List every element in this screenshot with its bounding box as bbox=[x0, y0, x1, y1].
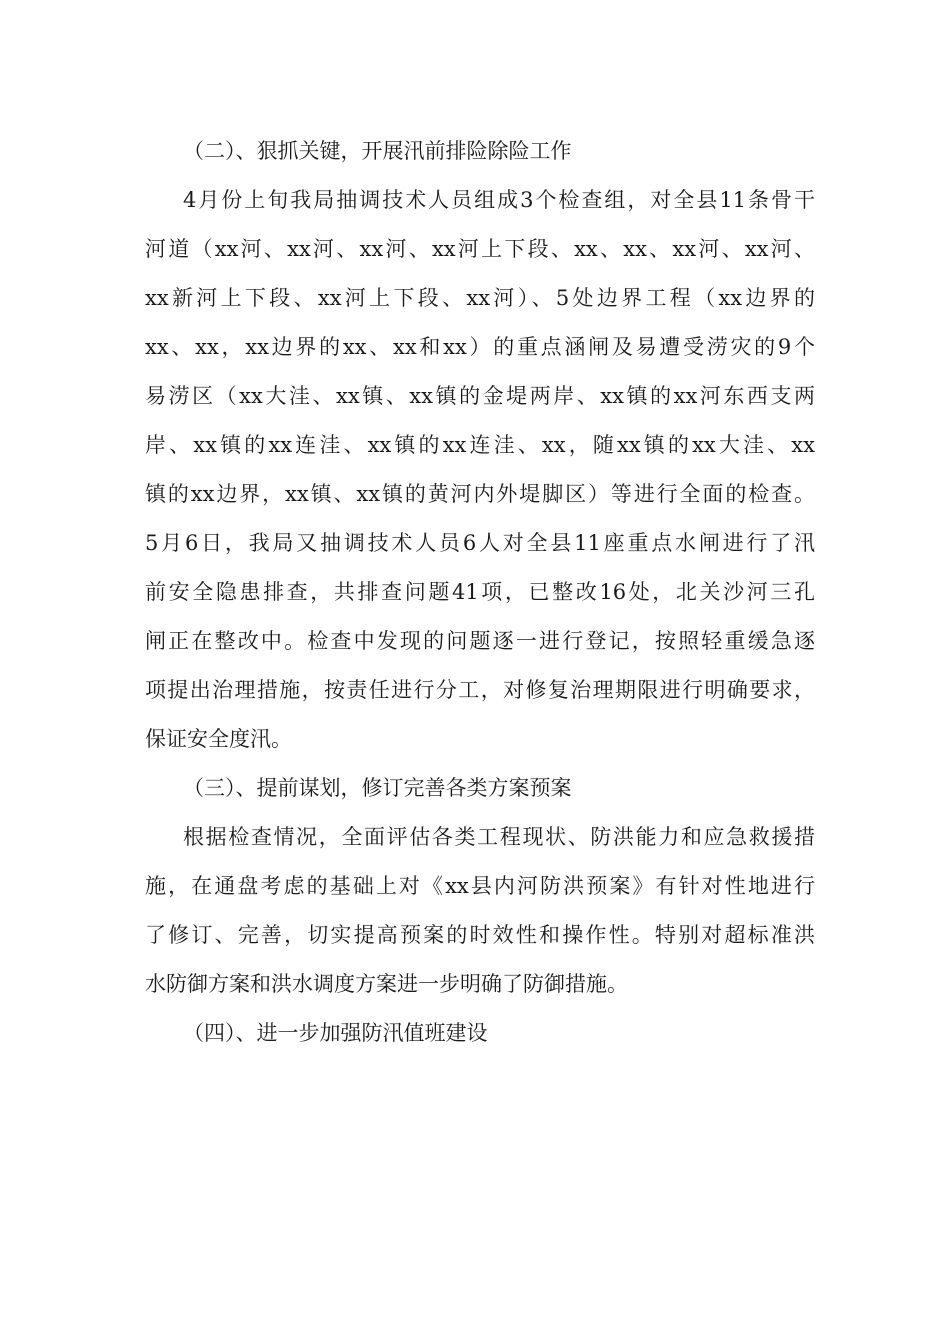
section-heading-2: （二）、狠抓关键，开展汛前排险除险工作 bbox=[183, 139, 572, 163]
paragraph-line: 4月份上旬我局抽调技术人员组成3个检查组，对全县11条骨干 bbox=[183, 188, 815, 212]
paragraph-line: 水防御方案和洪水调度方案进一步明确了防御措施。 bbox=[145, 972, 628, 996]
section-heading-3: （三）、提前谋划，修订完善各类方案预案 bbox=[183, 776, 572, 800]
paragraph-line: 根据检查情况，全面评估各类工程现状、防洪能力和应急救援措 bbox=[183, 825, 815, 849]
paragraph-line: 河道（xx河、xx河、xx河、xx河上下段、xx、xx、xx河、xx河、 bbox=[145, 237, 815, 261]
paragraph-line: 施，在通盘考虑的基础上对《xx县内河防洪预案》有针对性地进行 bbox=[145, 874, 815, 898]
paragraph-line: xx、xx，xx边界的xx、xx和xx）的重点涵闸及易遭受涝灾的9个 bbox=[145, 335, 815, 359]
paragraph-line: 前安全隐患排查，共排查问题41项，已整改16处，北关沙河三孔 bbox=[145, 580, 815, 604]
paragraph-line: 了修订、完善，切实提高预案的时效性和操作性。特别对超标准洪 bbox=[145, 923, 815, 947]
paragraph-line: 保证安全度汛。 bbox=[145, 727, 292, 751]
section-heading-4: （四）、进一步加强防汛值班建设 bbox=[183, 1021, 488, 1045]
paragraph-line: xx新河上下段、xx河上下段、xx河）、5处边界工程（xx边界的 bbox=[145, 286, 815, 310]
paragraph-line: 项提出治理措施，按责任进行分工，对修复治理期限进行明确要求， bbox=[145, 678, 815, 702]
paragraph-line: 易涝区（xx大洼、xx镇、xx镇的金堤两岸、xx镇的xx河东西支两 bbox=[145, 384, 815, 408]
paragraph-line: 闸正在整改中。检查中发现的问题逐一进行登记，按照轻重缓急逐 bbox=[145, 629, 815, 653]
paragraph-line: 5月6日，我局又抽调技术人员6人对全县11座重点水闸进行了汛 bbox=[145, 531, 815, 555]
paragraph-line: 镇的xx边界，xx镇、xx镇的黄河内外堤脚区）等进行全面的检查。 bbox=[145, 482, 815, 506]
paragraph-line: 岸、xx镇的xx连洼、xx镇的xx连洼、xx，随xx镇的xx大洼、xx bbox=[145, 433, 815, 457]
